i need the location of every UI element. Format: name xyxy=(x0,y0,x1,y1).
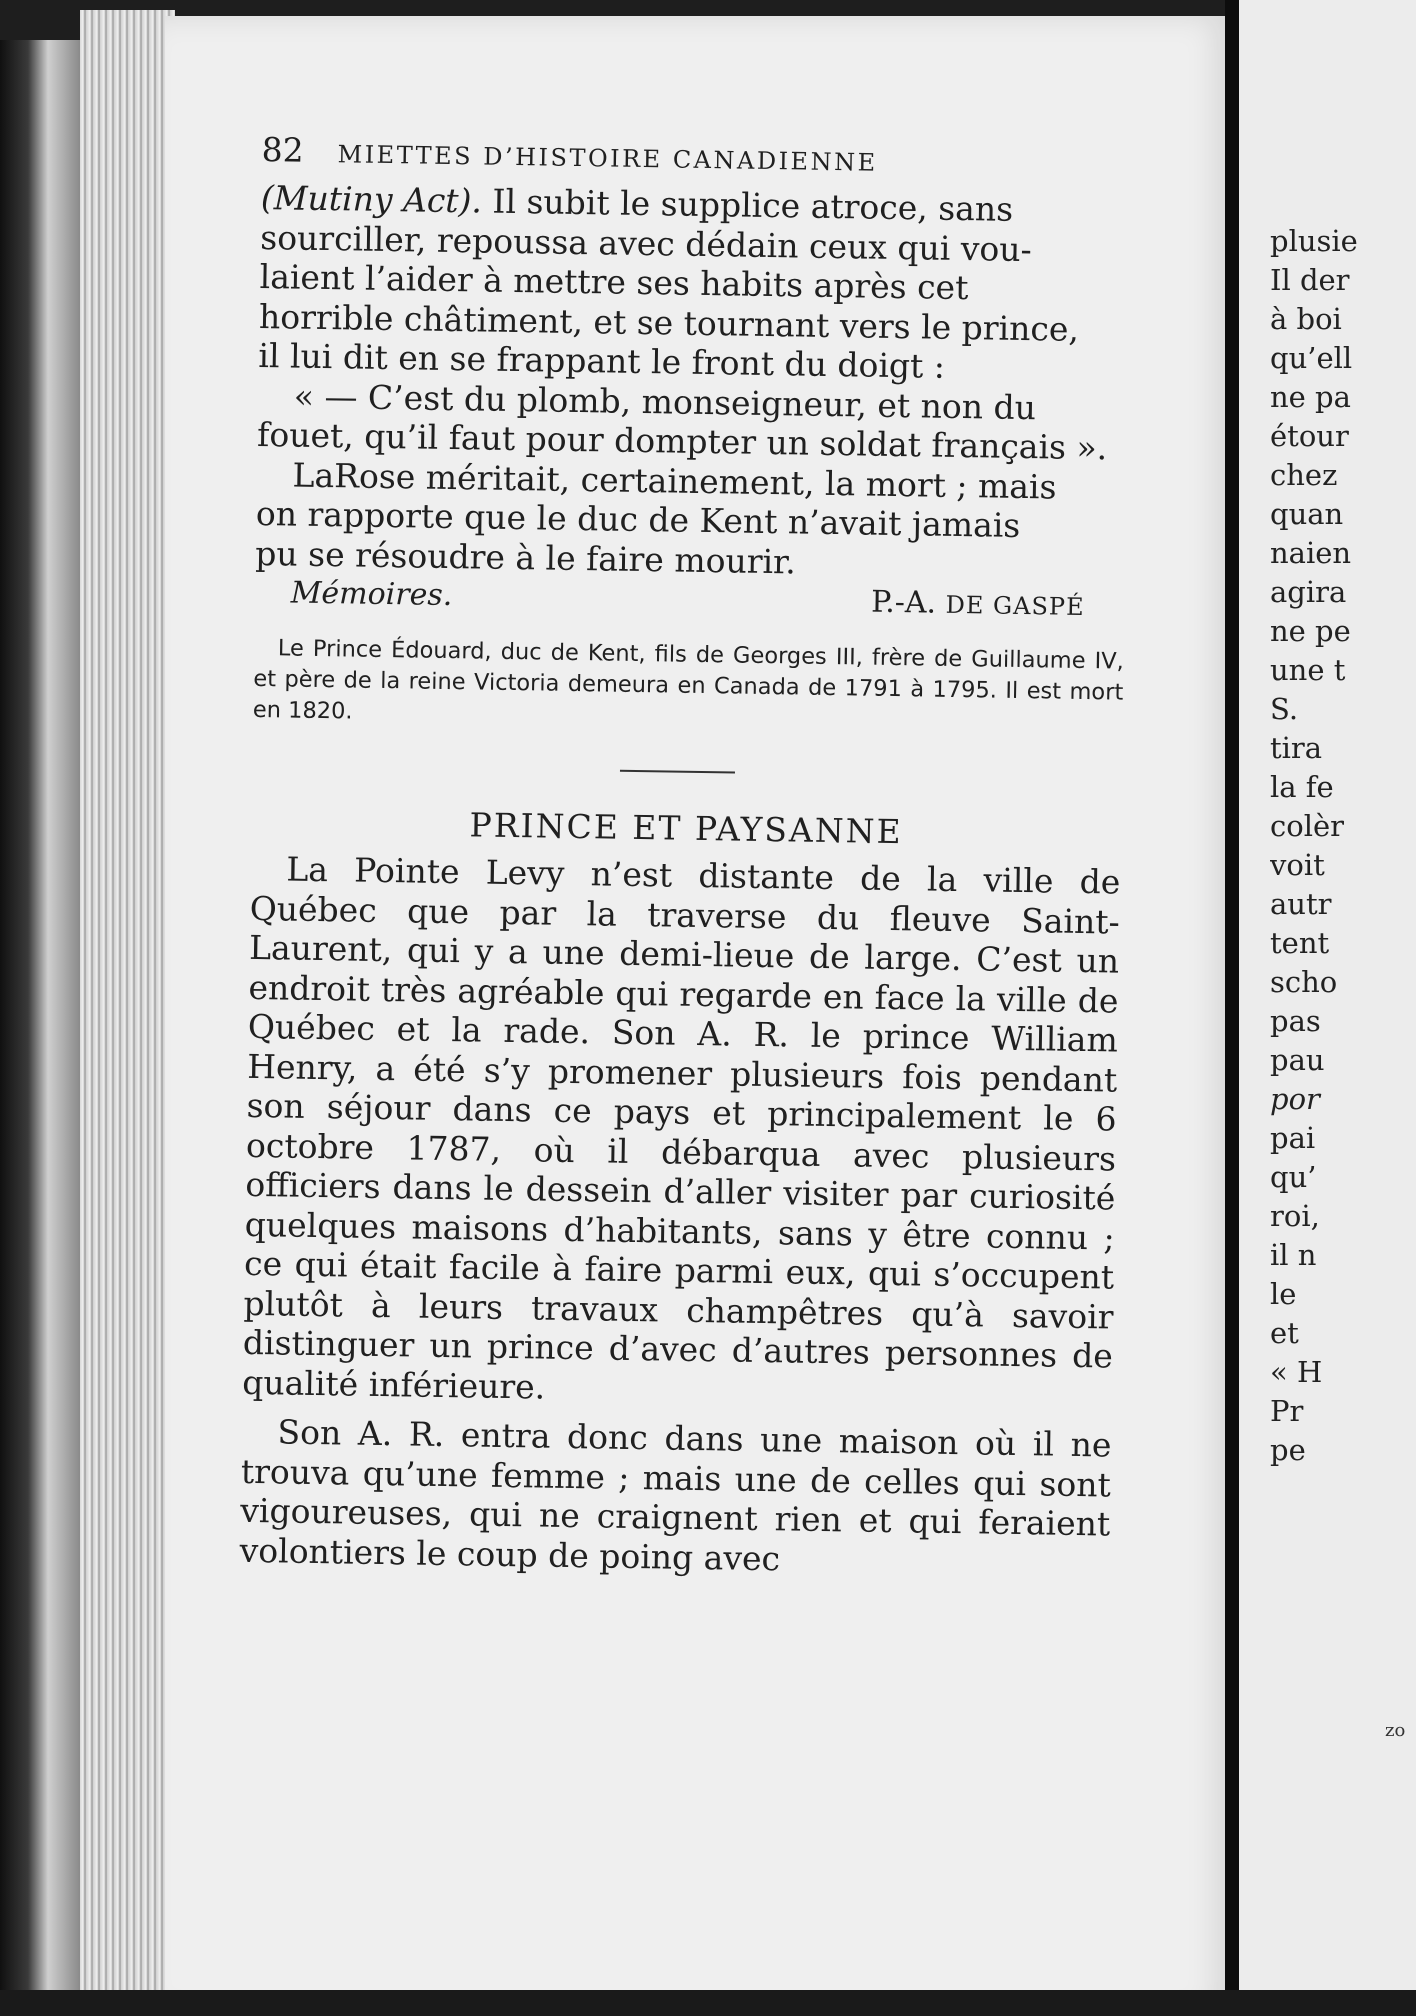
source-title: Mémoires. xyxy=(290,575,453,614)
footnote: Le Prince Édouard, duc de Kent, fils de Georges III, frère de Guillaume IV, et père de la reine Victoria demeura en Canada de 1791 à 1795. Il est mort en 1820. xyxy=(252,635,1124,725)
page-number: 82 xyxy=(261,130,304,170)
section-paragraph: La Pointe Levy n’est distante de la ville de Québec que par la traverse du fleuve Saint-Laurent, qui y a une demi-lieue de large. C’est un endroit très agréable qui regarde en face la ville de Québec et la rade. Son A. R. le prince William Henry, a été s’y promener plusieurs fois pendant son séjour dans ce pays et principalement le 6 octobre 1787, où il débarqua avec plusieurs officiers dans le dessein d’aller visiter par curiosité quelques maisons d’habitants, sans y être connu ; ce qui était facile à faire parmi eux, qui s’occupent plutôt à leurs travaux champêtres qu’à savoir distinguer un prince d’avec d’autres personnes de qualité inférieure. xyxy=(242,849,1121,1407)
book-spine xyxy=(0,40,80,2016)
text-fragment: roi, xyxy=(1270,1199,1320,1233)
text-line: laient l’aider à mettre ses habits après cet xyxy=(259,256,969,308)
text-fragment: autr xyxy=(1270,887,1332,921)
right-page-fragments xyxy=(1270,222,1416,1470)
text-fragment: ne pa xyxy=(1270,380,1351,414)
right-page-bottom-fragment: zo xyxy=(1385,1720,1406,1741)
paragraph-larose xyxy=(255,454,1127,586)
author-initials: P.-A. xyxy=(870,584,937,621)
text-fragment: pai xyxy=(1270,1121,1316,1155)
author-name: DE GASPÉ xyxy=(945,590,1085,621)
text-fragment: qu’ell xyxy=(1270,341,1353,375)
text-fragment: quan xyxy=(1270,497,1344,531)
text-fragment: naien xyxy=(1270,536,1352,570)
text-fragment: ne pe xyxy=(1270,614,1351,648)
text-fragment: S. xyxy=(1270,692,1299,726)
left-page-text xyxy=(239,130,1132,1583)
text-line: LaRose méritait, certainement, la mort ; mais xyxy=(292,455,1057,507)
text-fragment: colèr xyxy=(1270,809,1345,843)
text-fragment: voit xyxy=(1270,848,1325,882)
running-title: MIETTES D’HISTOIRE CANADIENNE xyxy=(337,140,878,177)
text-fragment: il n xyxy=(1270,1238,1317,1272)
paragraph-mutiny xyxy=(258,178,1131,389)
text-fragment: et xyxy=(1270,1316,1299,1350)
text-fragment: pau xyxy=(1270,1043,1325,1077)
text-fragment: tira xyxy=(1270,731,1323,765)
text-fragment: pe xyxy=(1270,1433,1306,1467)
text-fragment: Il der xyxy=(1270,263,1350,297)
text-line: on rapporte que le duc de Kent n’avait jamais xyxy=(255,493,1021,545)
text-fragment: la fe xyxy=(1270,770,1334,804)
text-fragment: Pr xyxy=(1270,1394,1304,1428)
section-divider xyxy=(619,770,734,774)
text-fragment: à boi xyxy=(1270,302,1342,336)
text-line: sourciller, repoussa avec dédain ceux qui vou- xyxy=(260,217,1033,269)
text-fragment: scho xyxy=(1270,965,1338,999)
text-fragment: agira xyxy=(1270,575,1347,609)
text-line: il lui dit en se frappant le front du doigt : xyxy=(258,335,946,386)
text-fragment: étour xyxy=(1270,419,1349,453)
text-line: « — C’est du plomb, monseigneur, et non du xyxy=(293,376,1037,427)
text-line: fouet, qu’il faut pour dompter un soldat français ». xyxy=(256,414,1108,468)
text-fragment: une t xyxy=(1270,653,1346,687)
text-fragment: por xyxy=(1270,1082,1320,1116)
text-fragment: tent xyxy=(1270,926,1330,960)
scanner-bottom-edge xyxy=(0,1990,1416,2016)
section-paragraph: Son A. R. entra donc dans une maison où il ne trouva qu’une femme ; mais une de celles qui sont vigoureuses, qui ne craignent rien et qui feraient volontiers le coup de poing avec xyxy=(239,1412,1112,1578)
text-fragment: le xyxy=(1270,1277,1297,1311)
page-edges xyxy=(80,10,175,2010)
text-line: (Mutiny Act). Il subit le supplice atroce, sans xyxy=(260,177,1014,229)
book-gutter xyxy=(1225,0,1239,2016)
text-line: horrible châtiment, et se tournant vers le prince, xyxy=(258,296,1080,349)
author xyxy=(871,585,1085,628)
text-fragment: qu’ xyxy=(1270,1160,1317,1194)
text-fragment: pas xyxy=(1270,1004,1321,1038)
text-line: pu se résoudre à le faire mourir. xyxy=(255,533,797,581)
text-fragment: chez xyxy=(1270,458,1338,492)
text-fragment: « H xyxy=(1270,1355,1323,1389)
section-title: PRINCE ET PAYSANNE xyxy=(469,805,903,852)
text-fragment: plusie xyxy=(1270,224,1358,258)
quote xyxy=(257,375,1128,468)
